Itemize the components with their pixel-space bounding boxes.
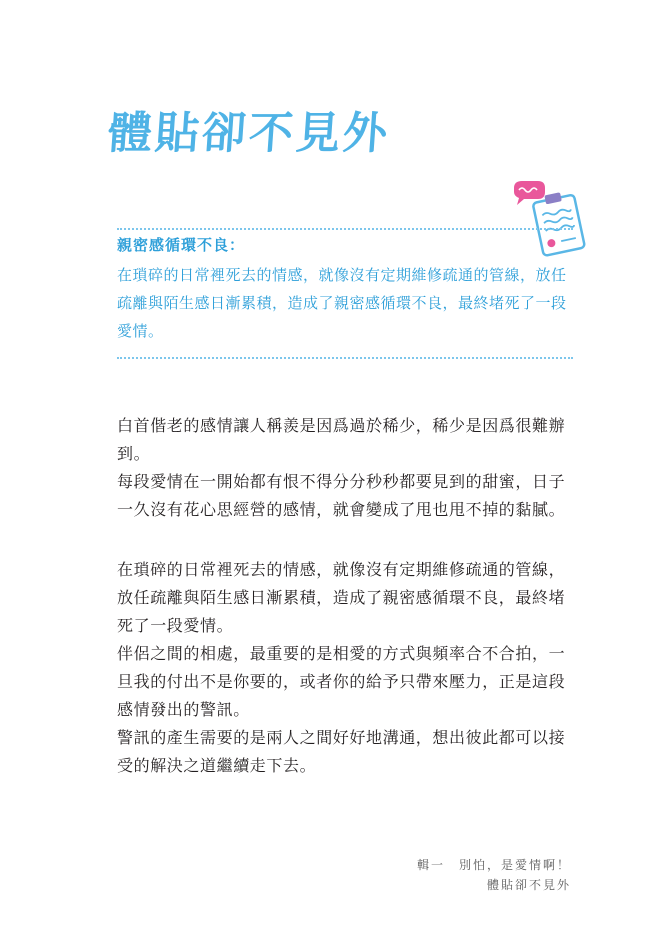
callout-body: 在瑣碎的日常裡死去的情感，就像沒有定期維修疏通的管線，放任疏離與陌生感日漸累積，造成了親密感循環不良，最終堵死了一段愛情。 <box>117 266 567 340</box>
paragraph: 每段愛情在一開始都有恨不得分分秒秒都要見到的甜蜜，日子一久沒有花心思經營的感情，就會變成了甩也甩不掉的黏膩。 <box>117 472 566 519</box>
footer-section: 體貼卻不見外 <box>486 878 571 892</box>
callout-top-divider <box>117 228 573 230</box>
paragraph: 伴侶之間的相處，最重要的是相愛的方式與頻率合不合拍，一旦我的付出不是你要的，或者你的給予只帶來壓力，正是這段感情發出的警訊。 <box>117 644 566 719</box>
paragraph: 在瑣碎的日常裡死去的情感，就像沒有定期維修疏通的管線，放任疏離與陌生感日漸累積，造成了親密感循環不良，最終堵死了一段愛情。 <box>117 560 566 635</box>
footer-chapter: 輯一 別怕，是愛情啊！ <box>416 858 571 872</box>
callout-box <box>117 233 577 345</box>
paragraph: 警訊的產生需要的是兩人之間好好地溝通，想出彼此都可以接受的解決之道繼續走下去。 <box>117 728 566 775</box>
callout-heading: 親密感循環不良： <box>117 236 246 254</box>
body-text <box>117 412 577 780</box>
paragraph-gap <box>117 524 577 556</box>
paragraph: 白首偕老的感情讓人稱羨是因爲過於稀少，稀少是因爲很難辦到。 <box>117 416 566 463</box>
running-footer <box>417 855 571 895</box>
page-title: 體貼卻不見外 <box>106 108 392 159</box>
callout-bottom-divider <box>117 357 573 359</box>
